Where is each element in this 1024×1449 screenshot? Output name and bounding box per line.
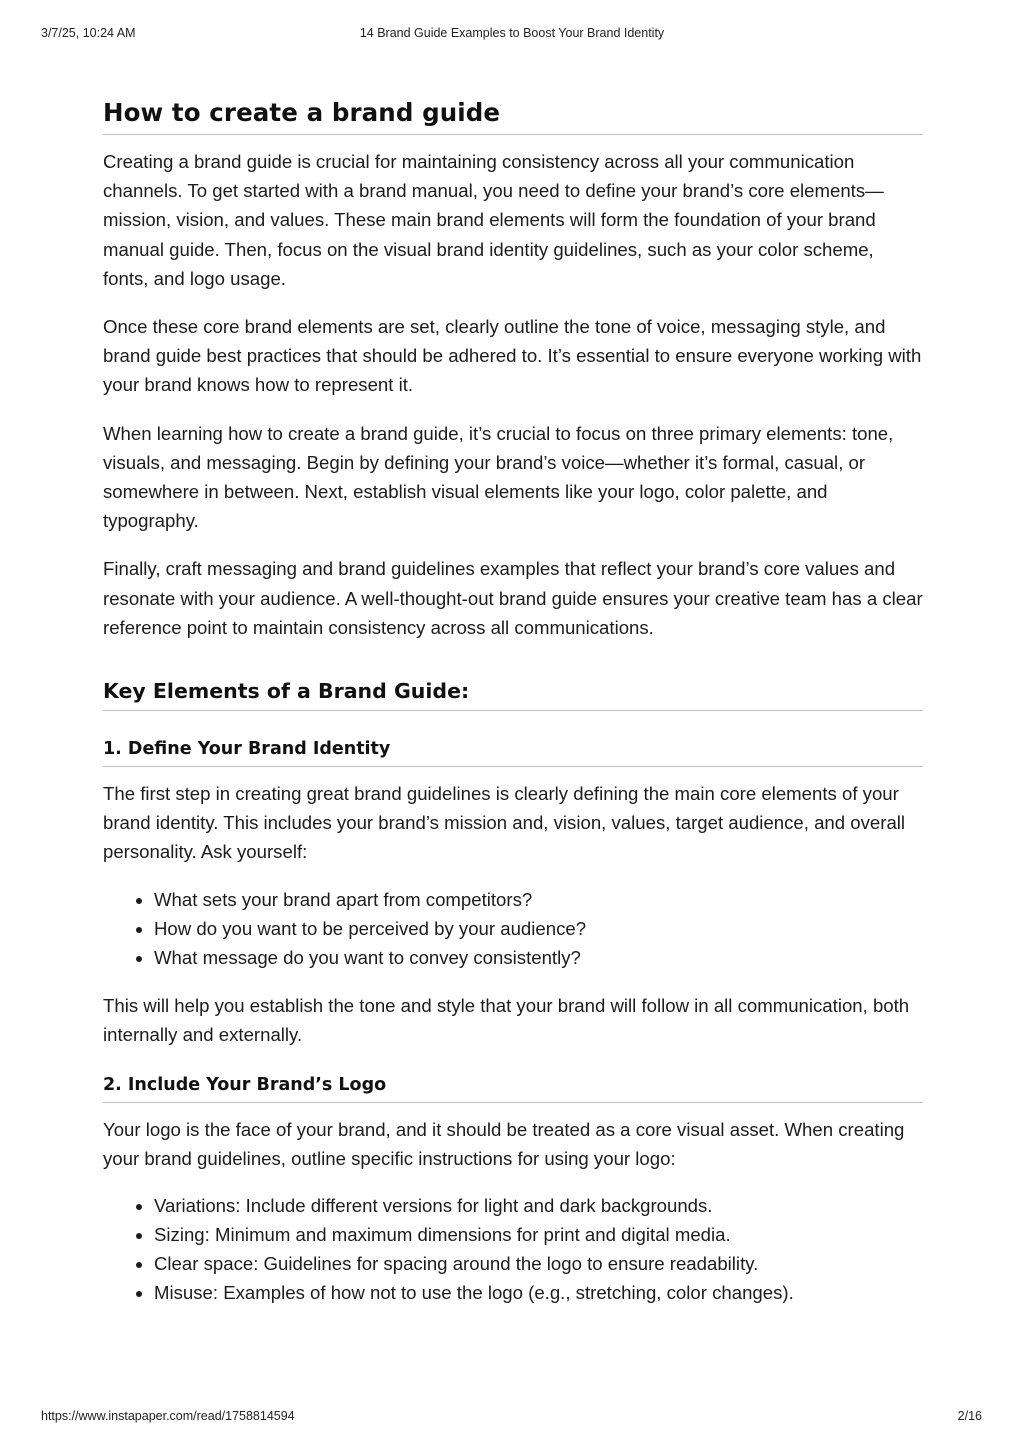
key-elements-heading: Key Elements of a Brand Guide: xyxy=(103,679,923,711)
intro-paragraph-2: Once these core brand elements are set, clearly outline the tone of voice, messaging style, and brand guide best practices that should be adhered to. It’s essential to ensure everyone working with your brand knows how to represent it. xyxy=(103,316,922,396)
list-item: • Clear space: Guidelines for spacing around the logo to ensure readability. xyxy=(154,1249,923,1278)
print-datetime: 3/7/25, 10:24 AM xyxy=(41,26,136,40)
section-outro-brand-identity: This will help you establish the tone and style that your brand will follow in all communication, both internally and externally. xyxy=(103,994,910,1045)
list-item: • Variations: Include different versions for light and dark backgrounds. xyxy=(154,1191,923,1220)
intro-paragraph-4: Finally, craft messaging and brand guidelines examples that reflect your brand’s core values and resonate with your audience. A well-thought-out brand guide ensures your creative team has a clear reference point to maintain consistency across all communications. xyxy=(103,558,923,638)
print-url: https://www.instapaper.com/read/1758814594 xyxy=(41,1409,295,1423)
list-item: • Sizing: Minimum and maximum dimensions for print and digital media. xyxy=(154,1220,923,1249)
bullet-list-brand-logo xyxy=(103,1191,923,1307)
article-body xyxy=(103,98,923,1307)
section-intro-brand-logo: Your logo is the face of your brand, and it should be treated as a core visual asset. When creating your brand guidelines, outline specific instructions for using your logo: xyxy=(103,1119,905,1170)
article-heading: How to create a brand guide xyxy=(103,98,923,135)
section-heading-brand-logo: 2. Include Your Brand’s Logo xyxy=(103,1075,923,1103)
intro-paragraph-1: Creating a brand guide is crucial for maintaining consistency across all your communication channels. To get started with a brand manual, you need to define your brand’s core elements—mission, vision, and values. These main brand elements will form the foundation of your brand manual guide. Then, focus on the visual brand identity guidelines, such as your color scheme, fonts, and logo usage. xyxy=(103,151,884,289)
list-item: • What message do you want to convey consistently? xyxy=(154,943,923,972)
print-header xyxy=(0,26,1024,42)
list-item: • What sets your brand apart from competitors? xyxy=(154,885,923,914)
intro-paragraph-3: When learning how to create a brand guide, it’s crucial to focus on three primary elements: tone, visuals, and messaging. Begin by defining your brand’s voice—whether it’s formal, casual, or somewhere in between. Next, establish visual elements like your logo, color palette, and typography. xyxy=(103,422,894,532)
list-item: • Misuse: Examples of how not to use the logo (e.g., stretching, color changes). xyxy=(154,1278,923,1307)
bullet-list-brand-identity xyxy=(103,885,923,972)
print-document-title: 14 Brand Guide Examples to Boost Your Brand Identity xyxy=(359,26,665,40)
section-intro-brand-identity: The first step in creating great brand guidelines is clearly defining the main core elements of your brand identity. This includes your brand’s mission and, vision, values, target audience, and overall personality. Ask yourself: xyxy=(103,783,906,863)
list-item: • How do you want to be perceived by your audience? xyxy=(154,914,923,943)
page-number: 2/16 xyxy=(957,1409,982,1423)
section-heading-brand-identity: 1. Define Your Brand Identity xyxy=(103,739,923,767)
